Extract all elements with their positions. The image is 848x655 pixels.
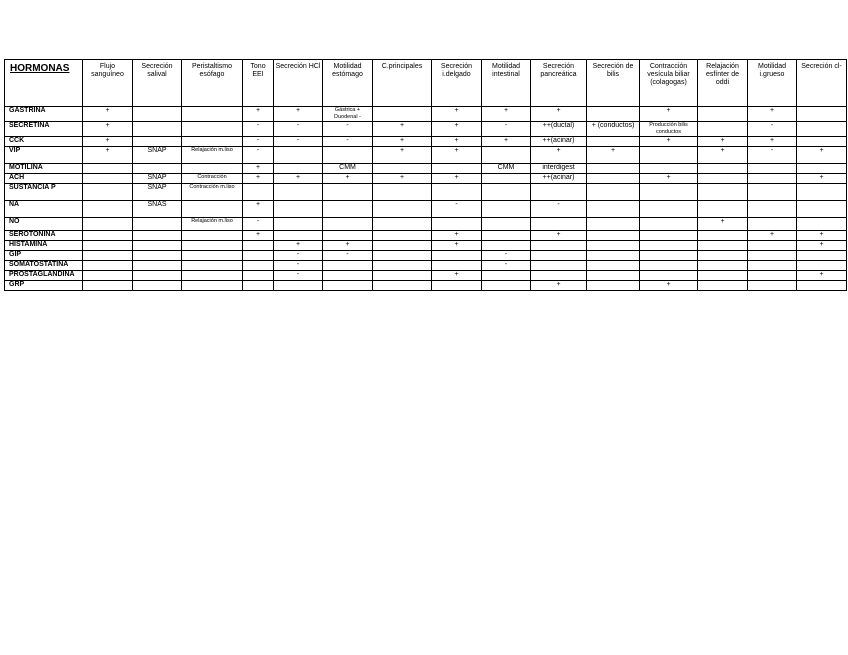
table-cell (587, 201, 640, 218)
table-row (5, 281, 847, 291)
table-cell: + (243, 164, 274, 174)
table-cell (83, 184, 133, 201)
hormone-name: VIP (5, 147, 83, 164)
table-cell: - (243, 122, 274, 137)
table-cell (482, 147, 531, 164)
table-cell (797, 281, 847, 291)
table-cell (182, 231, 243, 241)
table-cell (587, 137, 640, 147)
table-cell (182, 164, 243, 174)
table-cell (640, 164, 698, 174)
table-cell: + (797, 174, 847, 184)
table-cell: Producción bilis conductos (640, 122, 698, 137)
table-cell: + (373, 147, 432, 164)
table-cell (797, 137, 847, 147)
column-header: Contracción vesícula biliar (colagogas) (640, 60, 698, 107)
table-cell (432, 184, 482, 201)
table-cell (182, 241, 243, 251)
table-cell (323, 147, 373, 164)
table-cell: - (274, 261, 323, 271)
table-cell (323, 231, 373, 241)
table-cell: + (323, 174, 373, 184)
table-cell (587, 164, 640, 174)
table-cell: + (274, 241, 323, 251)
table-cell (133, 164, 182, 174)
table-cell (640, 251, 698, 261)
table-cell (531, 241, 587, 251)
table-cell (182, 122, 243, 137)
table-cell: Gástrica + Duodenal - (323, 107, 373, 122)
table-cell: CMM (323, 164, 373, 174)
table-cell (373, 231, 432, 241)
table-cell (274, 218, 323, 231)
table-cell (274, 164, 323, 174)
table-cell (182, 281, 243, 291)
table-cell (587, 281, 640, 291)
table-cell (797, 261, 847, 271)
hormone-name: SECRETINA (5, 122, 83, 137)
table-cell (797, 107, 847, 122)
table-cell: - (748, 147, 797, 164)
table-cell (83, 271, 133, 281)
table-cell (482, 281, 531, 291)
table-cell (432, 218, 482, 231)
table-cell: + (748, 231, 797, 241)
column-header: Secreción cl- (797, 60, 847, 107)
table-cell (698, 201, 748, 218)
table-cell (531, 218, 587, 231)
table-cell: - (748, 122, 797, 137)
table-cell (83, 174, 133, 184)
table-cell (133, 218, 182, 231)
table-row (5, 137, 847, 147)
table-row (5, 184, 847, 201)
table-cell: - (482, 261, 531, 271)
table-cell (482, 201, 531, 218)
table-cell: + (640, 107, 698, 122)
table-cell (748, 281, 797, 291)
table-cell (640, 147, 698, 164)
table-cell (531, 184, 587, 201)
table-cell: - (323, 122, 373, 137)
table-cell (133, 281, 182, 291)
table-cell (698, 251, 748, 261)
table-cell (274, 184, 323, 201)
table-cell (640, 201, 698, 218)
header-hormonas: HORMONAS (5, 60, 83, 107)
table-cell: Contracción (182, 174, 243, 184)
table-cell: SNAP (133, 147, 182, 164)
table-cell (797, 201, 847, 218)
table-cell (373, 107, 432, 122)
table-cell (482, 271, 531, 281)
column-header: Secreción de bilis (587, 60, 640, 107)
table-cell: SNAP (133, 174, 182, 184)
column-header: Motilidad i.grueso (748, 60, 797, 107)
table-cell: SNAP (133, 184, 182, 201)
table-cell: - (243, 147, 274, 164)
table-cell: + (83, 137, 133, 147)
table-cell: ++(acinar) (531, 174, 587, 184)
table-cell (587, 174, 640, 184)
table-cell (323, 201, 373, 218)
table-cell: + (373, 137, 432, 147)
table-cell: + (373, 174, 432, 184)
table-cell: + (797, 231, 847, 241)
table-row (5, 122, 847, 137)
table-cell: + (640, 281, 698, 291)
hormone-name: MOTILINA (5, 164, 83, 174)
table-cell: + (432, 147, 482, 164)
table-cell (748, 241, 797, 251)
header-row (5, 60, 847, 107)
table-cell: + (797, 147, 847, 164)
table-cell (698, 241, 748, 251)
table-cell: + (432, 137, 482, 147)
table-cell: + (797, 241, 847, 251)
table-row (5, 174, 847, 184)
table-cell: interdigest (531, 164, 587, 174)
table-cell: + (698, 218, 748, 231)
column-header: Secreción HCl (274, 60, 323, 107)
table-cell (373, 251, 432, 261)
table-row (5, 251, 847, 261)
table-cell (373, 281, 432, 291)
table-cell: + (243, 231, 274, 241)
table-cell (640, 184, 698, 201)
column-header: Peristaltismo esófago (182, 60, 243, 107)
table-cell: + (432, 231, 482, 241)
table-cell: + (531, 281, 587, 291)
table-cell (797, 164, 847, 174)
table-cell: + (432, 107, 482, 122)
hormone-name: ACH (5, 174, 83, 184)
table-cell (182, 251, 243, 261)
table-cell: + (432, 174, 482, 184)
table-cell (83, 241, 133, 251)
table-cell (482, 241, 531, 251)
table-cell (748, 164, 797, 174)
table-cell (587, 251, 640, 261)
table-cell (323, 184, 373, 201)
table-cell: + (640, 137, 698, 147)
table-cell (83, 201, 133, 218)
table-row (5, 218, 847, 231)
table-cell (182, 107, 243, 122)
table-cell (640, 261, 698, 271)
table-row (5, 107, 847, 122)
table-cell (748, 184, 797, 201)
table-cell (133, 231, 182, 241)
table-cell (182, 271, 243, 281)
table-cell: + (83, 122, 133, 137)
table-cell (243, 241, 274, 251)
table-cell: + (482, 137, 531, 147)
table-cell (482, 184, 531, 201)
table-cell (698, 107, 748, 122)
table-cell: + (797, 271, 847, 281)
table-cell (432, 251, 482, 261)
table-cell: + (243, 107, 274, 122)
table-cell: + (274, 174, 323, 184)
table-cell (83, 281, 133, 291)
column-header: Relajación esfínter de oddi (698, 60, 748, 107)
table-cell (587, 241, 640, 251)
table-cell: - (274, 271, 323, 281)
table-row (5, 231, 847, 241)
hormone-name: NO (5, 218, 83, 231)
table-cell (323, 271, 373, 281)
table-cell: + (748, 107, 797, 122)
table-cell (373, 184, 432, 201)
table-cell: - (432, 201, 482, 218)
table-cell (274, 281, 323, 291)
table-cell: + (243, 201, 274, 218)
table-cell: + (conductos) (587, 122, 640, 137)
table-cell: + (432, 241, 482, 251)
table-cell: + (373, 122, 432, 137)
table-cell (698, 261, 748, 271)
table-cell (83, 164, 133, 174)
table-cell (797, 184, 847, 201)
table-cell: + (531, 107, 587, 122)
table-cell (748, 218, 797, 231)
table-cell: + (531, 147, 587, 164)
table-cell: - (482, 251, 531, 261)
column-header: Secreción salival (133, 60, 182, 107)
table-cell (698, 164, 748, 174)
table-cell: + (482, 107, 531, 122)
table-cell: + (748, 137, 797, 147)
table-row (5, 164, 847, 174)
table-cell (797, 251, 847, 261)
column-header: Motilidad intestinal (482, 60, 531, 107)
table-cell (587, 231, 640, 241)
table-cell: - (274, 137, 323, 147)
table-cell (133, 261, 182, 271)
table-cell (748, 251, 797, 261)
table-body (5, 107, 847, 291)
table-cell: Relajación m.liso (182, 147, 243, 164)
table-cell (698, 271, 748, 281)
table-cell (587, 218, 640, 231)
table-cell: - (323, 137, 373, 147)
table-row (5, 271, 847, 281)
table-cell: + (432, 271, 482, 281)
table-cell (748, 174, 797, 184)
table-cell (133, 241, 182, 251)
table-cell: ++(acinar) (531, 137, 587, 147)
table-cell (698, 281, 748, 291)
table-cell (373, 261, 432, 271)
hormone-name: HISTAMINA (5, 241, 83, 251)
table-cell (432, 281, 482, 291)
hormone-name: NA (5, 201, 83, 218)
table-cell (482, 218, 531, 231)
table-cell: - (531, 201, 587, 218)
table-cell (797, 122, 847, 137)
table-cell (640, 241, 698, 251)
table-cell (587, 184, 640, 201)
table-cell: CMM (482, 164, 531, 174)
table-cell (133, 107, 182, 122)
table-row (5, 241, 847, 251)
table-cell (531, 251, 587, 261)
table-cell (587, 261, 640, 271)
table-cell (373, 201, 432, 218)
table-cell: Relajación m.liso (182, 218, 243, 231)
table-cell (133, 122, 182, 137)
table-cell (640, 218, 698, 231)
table-cell (83, 231, 133, 241)
table-cell (482, 231, 531, 241)
table-cell (698, 231, 748, 241)
table-cell: - (274, 251, 323, 261)
table-cell (698, 174, 748, 184)
table-cell: - (243, 218, 274, 231)
table-cell: - (274, 122, 323, 137)
table-cell (182, 137, 243, 147)
column-header: C.principales (373, 60, 432, 107)
table-cell (432, 164, 482, 174)
table-cell (587, 271, 640, 281)
table-cell (323, 281, 373, 291)
hormone-name: GIP (5, 251, 83, 261)
hormone-name: PROSTAGLANDINA (5, 271, 83, 281)
table-cell (698, 122, 748, 137)
table-cell: Contracción m.liso (182, 184, 243, 201)
table-cell (748, 271, 797, 281)
table-cell (274, 147, 323, 164)
column-header: Flujo sanguíneo (83, 60, 133, 107)
hormone-name: SUSTANCIA P (5, 184, 83, 201)
table-cell (274, 201, 323, 218)
table-cell (243, 271, 274, 281)
hormone-name: SOMATOSTATINA (5, 261, 83, 271)
table-cell: SNAS (133, 201, 182, 218)
table-cell (531, 271, 587, 281)
table-cell (83, 251, 133, 261)
table-cell (748, 201, 797, 218)
table-cell: + (243, 174, 274, 184)
table-cell: + (83, 107, 133, 122)
table-row (5, 201, 847, 218)
table-cell: - (323, 251, 373, 261)
table-cell (133, 251, 182, 261)
table-cell: + (274, 107, 323, 122)
table-cell: - (482, 122, 531, 137)
table-cell (243, 281, 274, 291)
hormone-name: GRP (5, 281, 83, 291)
table-cell: + (432, 122, 482, 137)
table-cell (373, 218, 432, 231)
column-header: Secreción i.delgado (432, 60, 482, 107)
table-row (5, 147, 847, 164)
table-cell (243, 251, 274, 261)
hormone-name: CCK (5, 137, 83, 147)
table-cell (482, 174, 531, 184)
column-header: Tono EEI (243, 60, 274, 107)
table-cell: + (531, 231, 587, 241)
table-cell: + (698, 147, 748, 164)
table-cell (748, 261, 797, 271)
table-cell (133, 137, 182, 147)
table-cell (83, 261, 133, 271)
table-cell (373, 271, 432, 281)
table-cell (323, 261, 373, 271)
table-cell (243, 261, 274, 271)
table-cell (698, 184, 748, 201)
table-cell: + (83, 147, 133, 164)
table-cell (243, 184, 274, 201)
table-cell (373, 241, 432, 251)
table-cell (182, 201, 243, 218)
table-cell: ++(ductal) (531, 122, 587, 137)
hormone-name: SEROTONINA (5, 231, 83, 241)
table-cell: + (323, 241, 373, 251)
table-cell (531, 261, 587, 271)
table-cell (640, 271, 698, 281)
table-cell (797, 218, 847, 231)
table-cell (640, 231, 698, 241)
table-cell (83, 218, 133, 231)
table-cell (373, 164, 432, 174)
table-cell (274, 231, 323, 241)
table-row (5, 261, 847, 271)
table-cell: - (243, 137, 274, 147)
table-cell: + (698, 137, 748, 147)
table-cell (323, 218, 373, 231)
column-header: Motilidad estómago (323, 60, 373, 107)
table-cell: + (587, 147, 640, 164)
table-cell (133, 271, 182, 281)
table-cell (182, 261, 243, 271)
hormone-name: GASTRINA (5, 107, 83, 122)
table-cell (587, 107, 640, 122)
table-cell (432, 261, 482, 271)
table-cell: + (640, 174, 698, 184)
hormone-table (4, 59, 847, 291)
column-header: Secreción pancreática (531, 60, 587, 107)
